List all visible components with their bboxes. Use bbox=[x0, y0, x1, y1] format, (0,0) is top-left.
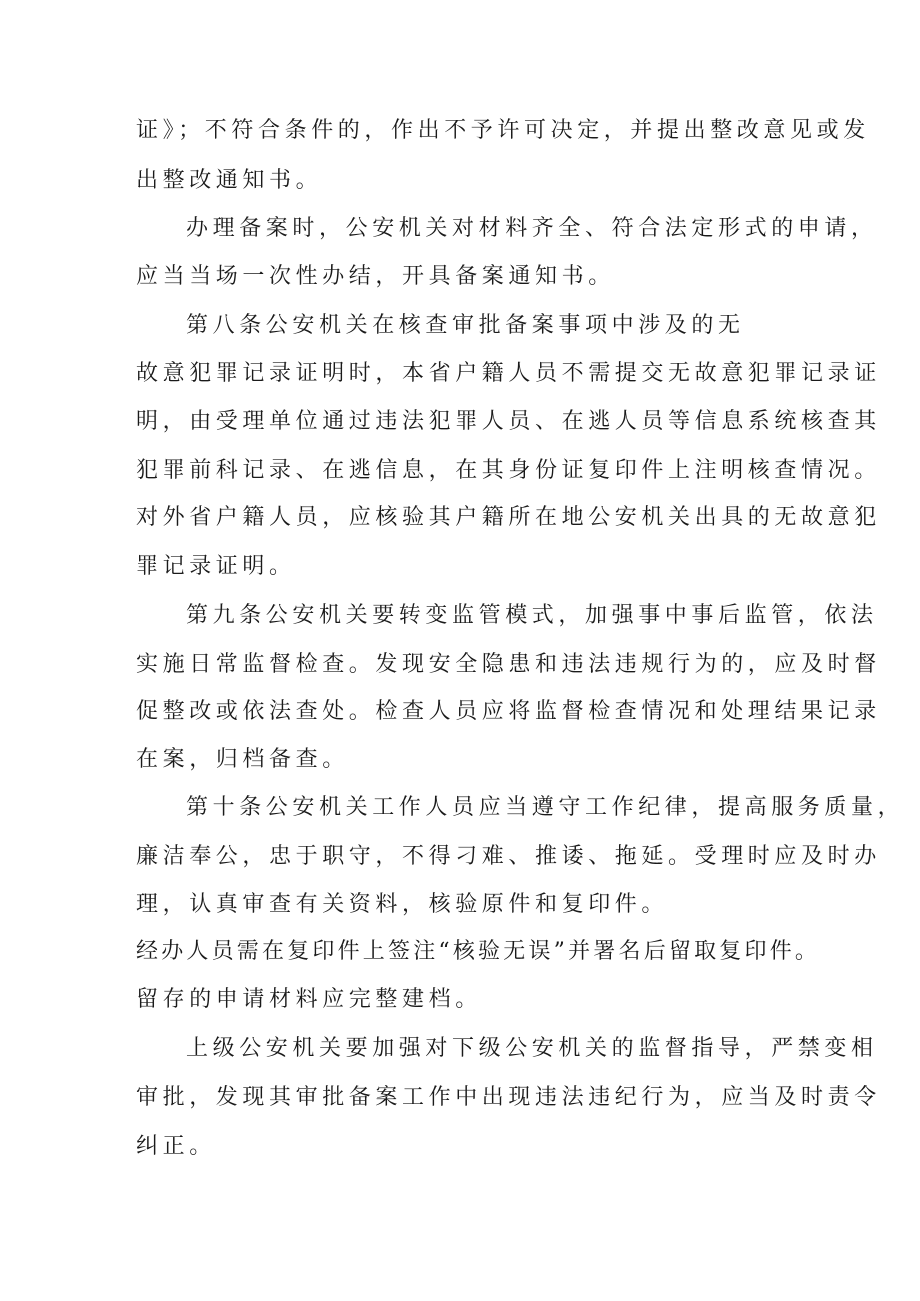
text-line: 留存的申请材料应完整建档。 bbox=[136, 987, 482, 1012]
text-line: 在案，归档备查。 bbox=[136, 747, 349, 772]
text-line: 第十条公安机关工作人员应当遵守工作纪律，提高服务质量， bbox=[186, 795, 905, 820]
text-line: 第八条公安机关在核查审批备案事项中涉及的无 bbox=[186, 313, 745, 338]
text-line: 廉洁奉公，忠于职守，不得刁难、推诿、拖延。受理时应及时办 bbox=[136, 844, 881, 869]
text-line: 证》；不符合条件的，作出不予许可决定，并提出整改意见或发 bbox=[136, 118, 870, 143]
text-line: 理，认真审查有关资料，核验原件和复印件。 bbox=[136, 892, 669, 917]
text-line: 纠正。 bbox=[136, 1134, 216, 1159]
text-line: 办理备案时，公安机关对材料齐全、符合法定形式的申请， bbox=[186, 216, 878, 241]
text-line: 上级公安机关要加强对下级公安机关的监督指导，严禁变相 bbox=[186, 1036, 878, 1061]
text-line: 应当当场一次性办结，开具备案通知书。 bbox=[136, 264, 615, 289]
text-line: 出整改通知书。 bbox=[136, 168, 323, 193]
text-line: 明，由受理单位通过违法犯罪人员、在逃人员等信息系统核查其 bbox=[136, 409, 881, 434]
text-line: 实施日常监督检查。发现安全隐患和违法违规行为的，应及时督 bbox=[136, 652, 881, 677]
text-line: 第九条公安机关要转变监管模式，加强事中事后监管，依法 bbox=[186, 603, 878, 628]
text-line: 故意犯罪记录证明时，本省户籍人员不需提交无故意犯罪记录证 bbox=[136, 361, 881, 386]
text-line: 促整改或依法查处。检查人员应将监督检查情况和处理结果记录 bbox=[136, 699, 881, 724]
text-line: 犯罪前科记录、在逃信息，在其身份证复印件上注明核查情况。 bbox=[136, 458, 881, 483]
text-line: 经办人员需在复印件上签注“核验无误”并署名后留取复印件。 bbox=[136, 939, 821, 964]
text-line: 审批，发现其审批备案工作中出现违法违纪行为，应当及时责令 bbox=[136, 1085, 881, 1110]
text-line: 罪记录证明。 bbox=[136, 554, 296, 579]
text-line: 对外省户籍人员，应核验其户籍所在地公安机关出具的无故意犯 bbox=[136, 505, 881, 530]
